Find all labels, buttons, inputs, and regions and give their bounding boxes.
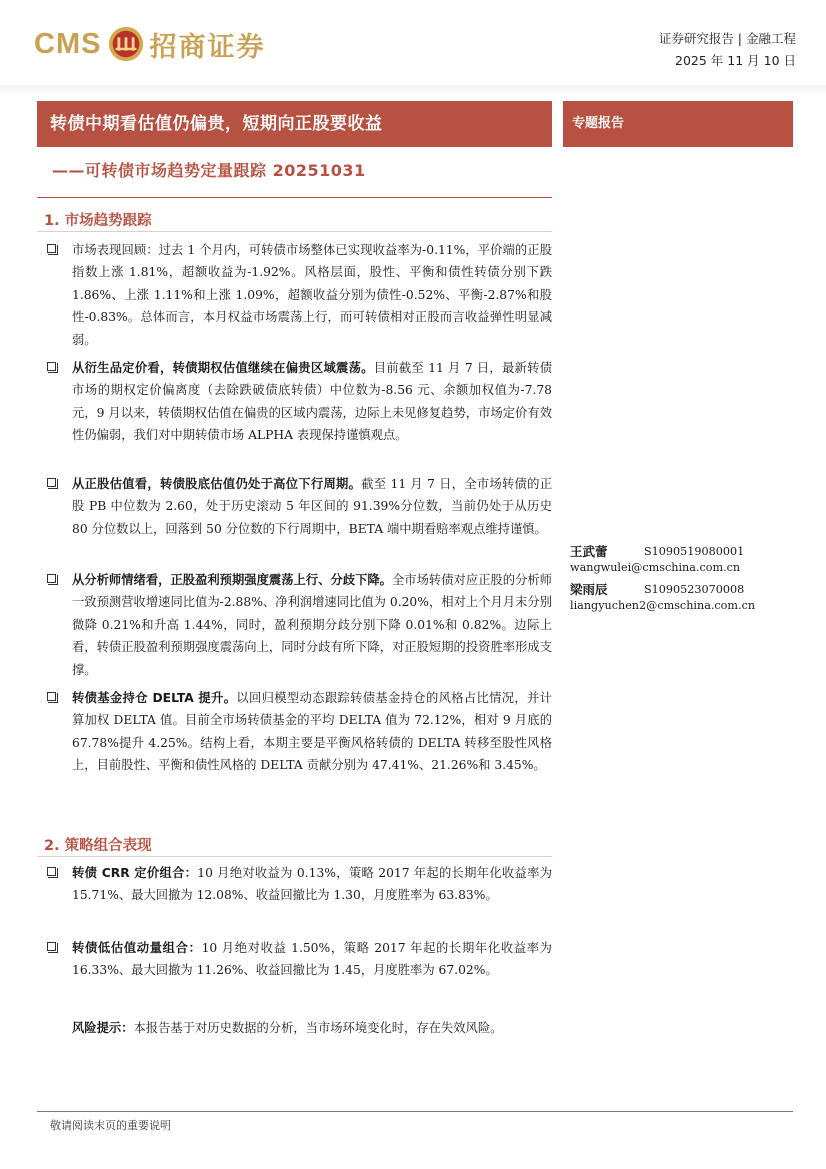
bullet-lead: 从衍生品定价看，转债期权估值继续在偏贵区域震荡。: [72, 361, 374, 375]
logo-emblem-icon: [107, 25, 145, 63]
checkbox-bullet-icon: [47, 574, 56, 583]
header-meta: [659, 28, 796, 72]
title-divider: [37, 197, 552, 198]
analyst-id: S1090519080001: [644, 545, 745, 558]
risk-label: 风险提示：: [72, 1021, 134, 1035]
bullet-lead: 转债 CRR 定价组合：: [72, 866, 198, 880]
report-title: 转债中期看估值仍偏贵，短期向正股要收益: [37, 101, 552, 147]
checkbox-bullet-icon: [47, 244, 56, 253]
list-item: [47, 473, 552, 540]
footer-divider: [37, 1111, 793, 1112]
list-item: [47, 357, 552, 447]
bullet-lead: 从分析师情绪看，正股盈利预期强度震荡上行、分歧下降。: [72, 573, 392, 587]
analyst-id: S1090523070008: [644, 583, 745, 596]
report-tag: 专题报告: [563, 101, 793, 147]
section-divider-2: [37, 856, 552, 857]
risk-text: 本报告基于对历史数据的分析，当市场环境变化时，存在失效风险。: [133, 1021, 503, 1035]
bullet-lead: 转债基金持仓 DELTA 提升。: [72, 691, 237, 705]
bullet-lead: 从正股估值看，转债股底估值仍处于高位下行周期。: [72, 477, 362, 491]
section-heading-2: 2. 策略组合表现: [44, 838, 152, 854]
bullet-text: 市场表现回顾：过去 1 个月内，可转债市场整体已实现收益率为-0.11%，平价端的正股指数上涨 1.81%，超额收益为-1.92%。风格层面，股性、平衡和债性转债分别下跌 1.86%、上涨 1.11%和上涨 1.09%，超额收益分别为债性-0.52%、平衡-2.87%和股性-0.83%。总体而言，本月权益市场震荡上行，而可转债相对正股而言收益弹性明显减弱。: [72, 243, 552, 347]
analyst-name: 梁雨辰: [570, 582, 608, 597]
bullet-text: 以回归模型动态跟踪转债基金持仓的风格占比情况，并计算加权 DELTA 值。目前全市场转债基金的平均 DELTA 值为 72.12%，相对 9 月底的 67.78%提升 4.25%。结构上看，本期主要是平衡风格转债的 DELTA 转移至股性风格上，目前股性、平衡和债性风格的 DELTA 贡献分别为 47.41%、21.26%和 3.45%。: [72, 691, 552, 773]
report-type: 证券研究报告 | 金融工程: [658, 31, 796, 46]
checkbox-bullet-icon: [47, 942, 56, 951]
checkbox-bullet-icon: [47, 362, 56, 371]
section-divider-1: [37, 231, 552, 232]
checkbox-bullet-icon: [47, 867, 56, 876]
logo-cn-text: 招商证券: [149, 31, 266, 63]
list-item: [47, 239, 552, 351]
logo-en-text: CMS: [34, 27, 102, 60]
report-subtitle: ——可转债市场趋势定量跟踪 20251031: [52, 161, 366, 180]
bullet-text: 目前截至 11 月 7 日，最新转债市场的期权定价偏离度（去除跌破债底转债）中位数为-8.56 元、余额加权值为-7.78 元，9 月以来，转债期权估值在偏贵的区域内震荡，边际上未见修复趋势，市场定价有效性仍偏弱，我们对中期转债市场 ALPHA 表现保持谨慎观点。: [72, 361, 552, 443]
company-logo: [34, 24, 265, 64]
bullet-text: 10 月绝对收益 1.50%，策略 2017 年起的长期年化收益率为 16.33%、最大回撤为 11.26%、收益回撤比为 1.45，月度胜率为 67.02%。: [72, 941, 552, 978]
list-item: [47, 937, 552, 982]
analyst-name: 王武蕾: [570, 544, 608, 559]
bullet-text: 10 月绝对收益为 0.13%，策略 2017 年起的长期年化收益率为 15.71%、最大回撤为 12.08%、收益回撤比为 1.30，月度胜率为 63.83%。: [72, 866, 552, 903]
analyst-row: [570, 582, 800, 598]
analyst-panel: [570, 544, 800, 620]
list-item: [47, 862, 552, 907]
risk-warning: [72, 1017, 552, 1039]
section-heading-1: 1. 市场趋势跟踪: [44, 213, 152, 229]
analyst-email[interactable]: liangyuchen2@cmschina.com.cn: [570, 599, 756, 612]
list-item: [47, 687, 552, 777]
bullet-lead: 转债低估值动量组合：: [72, 941, 202, 955]
report-date: 2025 年 11 月 10 日: [675, 53, 796, 68]
analyst-row: [570, 544, 800, 560]
analyst-email[interactable]: wangwulei@cmschina.com.cn: [570, 561, 741, 574]
list-item: [47, 569, 552, 681]
footer-note: 敬请阅读末页的重要说明: [50, 1119, 171, 1132]
checkbox-bullet-icon: [47, 692, 56, 701]
header-band: [0, 85, 826, 97]
bullet-text: 截至 11 月 7 日，全市场转债的正股 PB 中位数为 2.60，处于历史滚动 5 年区间的 91.39%分位数，当前仍处于从历史 80 分位数以上，回落到 50 分位数的下行周期中，BETA 端中期看赔率观点维持谨慎。: [72, 477, 552, 536]
checkbox-bullet-icon: [47, 478, 56, 487]
bullet-text: 全市场转债对应正股的分析师一致预测营收增速同比值为-2.88%、净利润增速同比值为 0.20%，相对上个月月末分别微降 0.21%和升高 1.44%，同时，盈利预期分歧分别下降 0.01%和 0.82%。边际上看，转债正股盈利预期强度震荡向上，同时分歧有所下降，对正股短期的投资胜率形成支撑。: [72, 573, 552, 677]
